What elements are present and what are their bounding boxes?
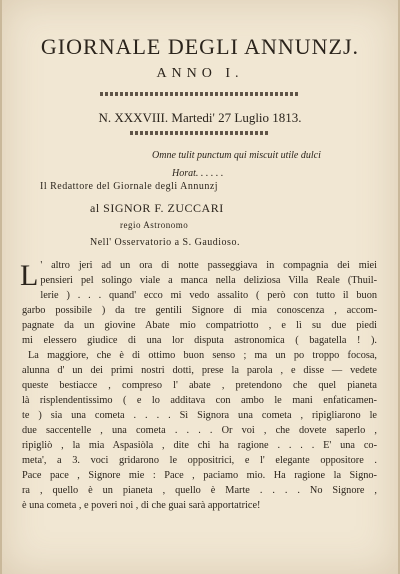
article-line: alunna d' un dei primi nostri dotti, prese la parola , e disse — vedete [22,365,377,376]
article-line: mi elessero giudice di una lor disputa astronomica ( bagatella ! ). [22,335,377,346]
dedication-from: Il Redattore del Giornale degli Annunzj [40,181,219,192]
dedication-to: al SIGNOR F. ZUCCARI [90,201,224,215]
issue-line: N. XXXVIII. Martedi' 27 Luglio 1813. [98,110,302,125]
article-line: ra , quello è un pianeta , quello è Marte . . . . No Signore , [22,485,377,496]
motto-attribution: Horat. . . . . . [172,168,224,179]
article-line: queste bestiacce , compreso l' abate , pretendono che quel pianeta [22,380,377,391]
article-line: meta', a 3. voci gridarono le oppositrici, e l' elegante oppositore . [22,455,377,466]
ornamental-rule-bottom [130,131,270,135]
dedication-role: regio Astronomo [120,220,189,230]
motto [152,147,372,183]
year-label: ANNO I. [156,66,244,81]
motto-line: Omne tulit punctum qui miscuit utile dulci [152,150,321,161]
article-line: è una cometa , e poveri noi , di che guai sarà apportatrice! [22,500,261,511]
ornamental-rule-top [100,92,300,96]
dedication-place: Nell' Osservatorio a S. Gaudioso. [90,237,240,248]
article-line: ripigliò , la mia Aspasiòla , dite chi ha ragione . . . . E' una co- [22,440,377,451]
article-line: ' altro jeri ad un ora di notte passeggiava in compagnia dei miei [40,260,377,271]
newspaper-page [2,0,398,574]
article-line: pensieri pel solingo viale a manca nella deliziosa Villa Reale (Thuil- [40,275,377,286]
article-line: garbo possibile ) da tre gentili Signore di mia conoscenza , accom- [22,305,377,316]
article-line: pagnate da un giovine Abate mio compatriotto , e lì su due piedi [22,320,377,331]
drop-cap: L [20,259,39,292]
article-line: là risplendentissimo ( e lo additava con ambo le mani enfaticamen- [22,395,377,406]
article-line: te ) sia una cometa . . . . Sì Signora una cometa , ripigliarono le [22,410,377,421]
newspaper-title: GIORNALE DEGLI ANNUNZJ. [40,34,360,59]
article-line: due saccentelle , una cometa . . . . Or voi , che dovete saperlo , [22,425,377,436]
article-body [22,258,377,513]
article-line: lerie ) . . . quand' ecco mi vedo assalito ( però con tutto il buon [40,290,377,301]
article-line: Pace pace , Signore mie : Pace , paciamo mio. Ha ragione la Signo- [22,470,377,481]
article-line: La maggiore, che è di ottimo buon senso ; ma un po troppo focosa, [28,350,377,361]
